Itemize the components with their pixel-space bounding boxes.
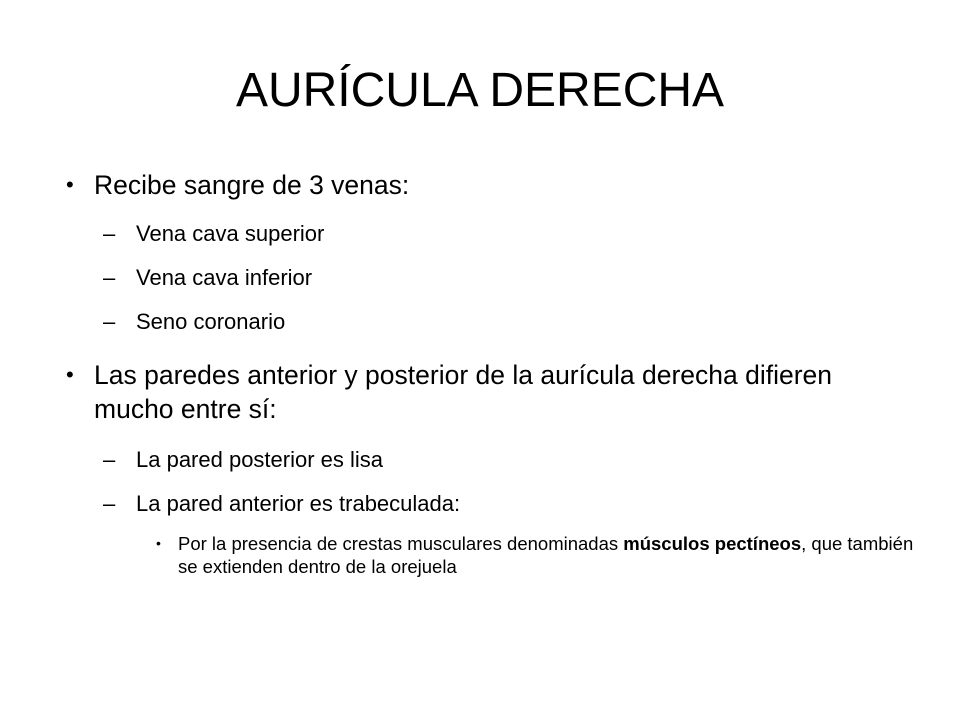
bullet-text: Recibe sangre de 3 venas: [94, 170, 410, 200]
sub-bullet-text: Seno coronario [136, 309, 286, 334]
slide-title: AURÍCULA DERECHA [235, 64, 725, 117]
dash-icon: – [103, 491, 116, 516]
sub-bullet-text: La pared posterior es lisa [136, 447, 384, 472]
dash-icon: – [103, 265, 116, 290]
dash-icon: – [103, 309, 116, 334]
bullet-icon: • [156, 535, 161, 551]
slide-body [66, 168, 916, 578]
bullet-item [66, 168, 916, 202]
bullet-icon: • [66, 362, 74, 387]
bullet-icon: • [66, 172, 74, 197]
sub-sub-bullet-text-before: Por la presencia de crestas musculares denominadas [178, 533, 624, 554]
sub-sub-bullet-text-after: , que también se extienden dentro de la orejuela [178, 533, 914, 577]
dash-icon: – [103, 221, 116, 246]
sub-bullet-item [66, 446, 916, 474]
sub-sub-bullet-item [66, 532, 916, 578]
bullet-text: Las paredes anterior y posterior de la aurícula derecha difieren mucho entre sí: [94, 360, 833, 424]
sub-bullet-text: Vena cava superior [136, 221, 325, 246]
dash-icon: – [103, 447, 116, 472]
sub-bullet-item [66, 264, 916, 292]
sub-bullet-text: Vena cava inferior [136, 265, 313, 290]
sub-sub-bullet-bold-term: músculos pectíneos [623, 533, 802, 554]
sub-bullet-item [66, 220, 916, 248]
sub-bullet-item [66, 308, 916, 336]
sub-bullet-text: La pared anterior es trabeculada: [136, 491, 461, 516]
bullet-item [66, 358, 916, 426]
sub-bullet-item [66, 490, 916, 518]
